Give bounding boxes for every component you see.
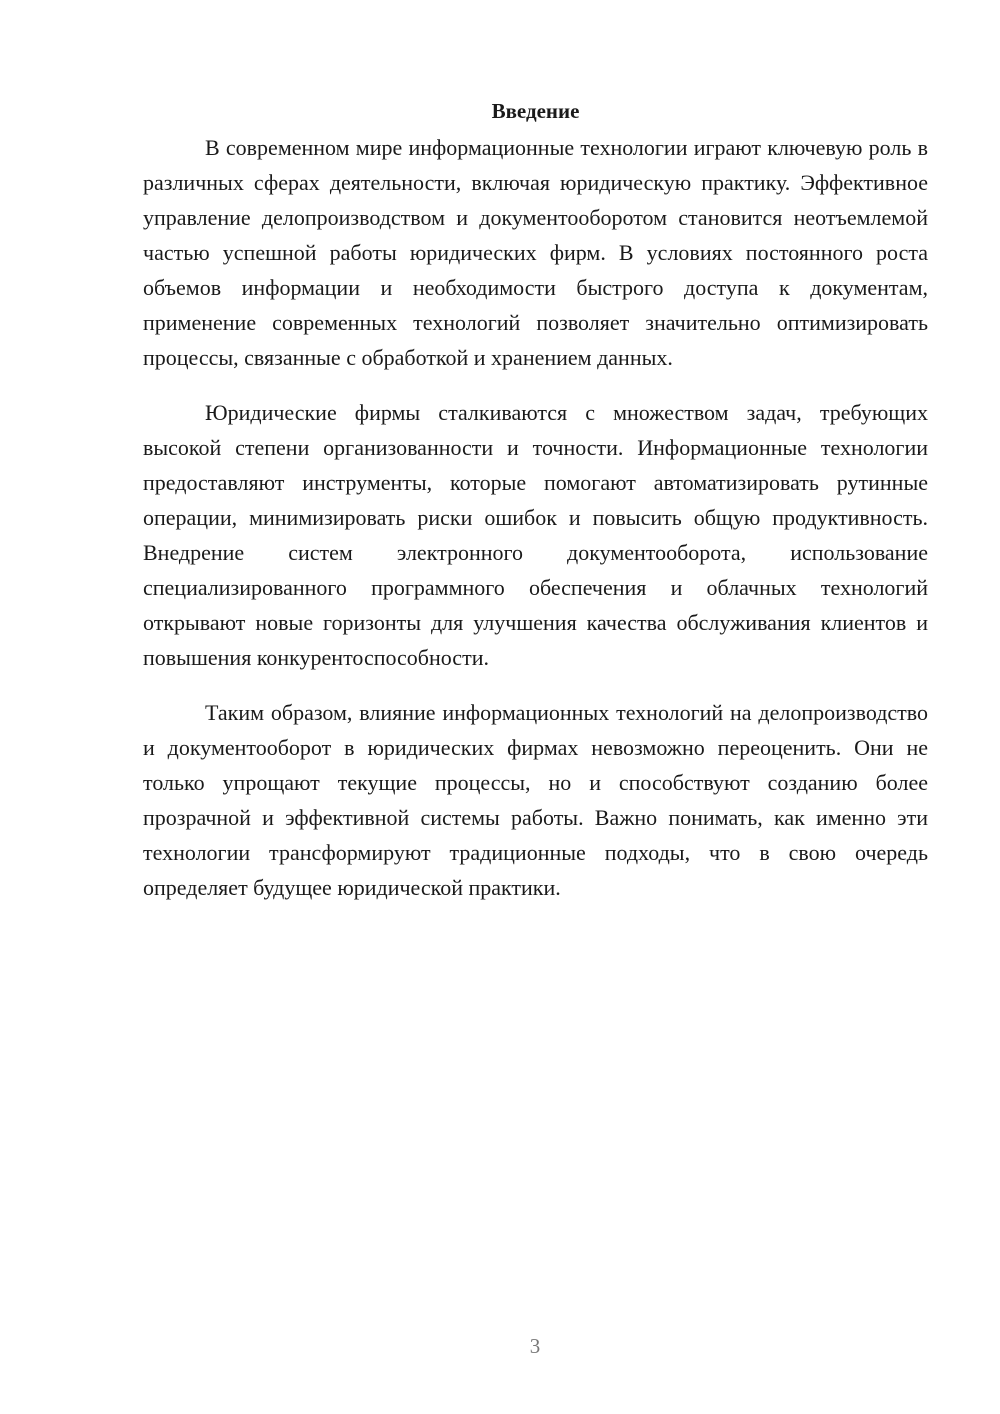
- paragraph-1: В современном мире информационные технологии играют ключевую роль в различных сферах деятельности, включая юридическую практику. Эффективное управление делопроизводством и документооборотом становится неотъемлемой частью успешной работы юридических фирм. В условиях постоянного роста объемов информации и необходимости быстрого доступа к документам, применение современных технологий позволяет значительно оптимизировать процессы, связанные с обработкой и хранением данных.: [143, 135, 928, 370]
- section-title: Введение: [491, 99, 580, 123]
- page-content: [143, 96, 928, 925]
- paragraph-3: Таким образом, влияние информационных технологий на делопроизводство и документооборот в юридических фирмах невозможно переоценить. Они не только упрощают текущие процессы, но и способствуют созданию более прозрачной и эффективной системы работы. Важно понимать, как именно эти технологии трансформируют традиционные подходы, что в свою очередь определяет будущее юридической практики.: [143, 700, 928, 900]
- paragraph-2: Юридические фирмы сталкиваются с множеством задач, требующих высокой степени организованности и точности. Информационные технологии предоставляют инструменты, которые помогают автоматизировать рутинные операции, минимизировать риски ошибок и повысить общую продуктивность. Внедрение систем электронного документооборота, использование специализированного программного обеспечения и облачных технологий открывают новые горизонты для улучшения качества обслуживания клиентов и повышения конкурентоспособности.: [143, 400, 928, 670]
- page-number: 3: [529, 1334, 541, 1358]
